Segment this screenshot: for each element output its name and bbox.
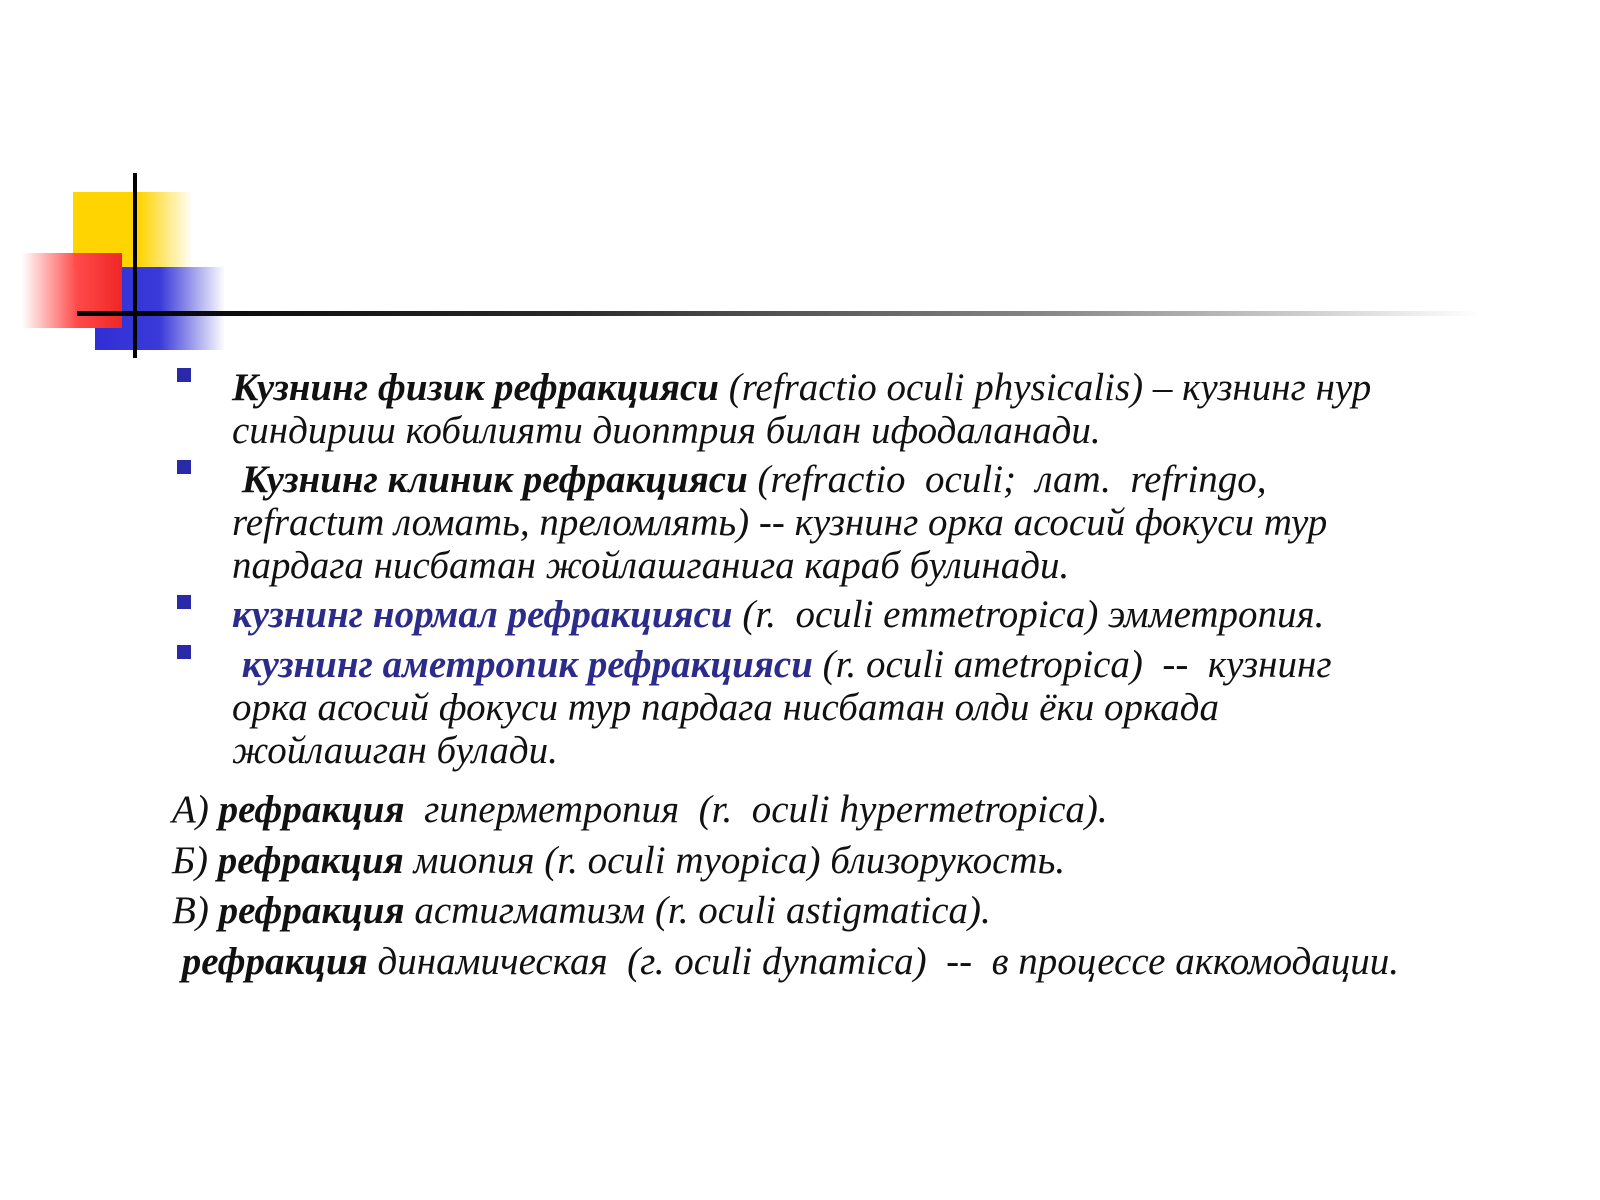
title-rule-line <box>77 311 1480 316</box>
line-term: рефракция <box>181 940 368 983</box>
line-dynamic-refraction <box>172 940 1592 983</box>
bullet-term: кузнинг аметропик рефракцияси <box>232 643 813 686</box>
line-term: рефракция <box>218 788 405 831</box>
line-prefix: А) <box>172 788 219 831</box>
line-astigmatism <box>172 889 1592 932</box>
line-prefix: В) <box>172 889 219 932</box>
bullet-text <box>232 643 1565 772</box>
line-hypermetropia <box>172 788 1592 831</box>
line-rest: гиперметропия (r. oculi hypermetropica). <box>404 788 1108 831</box>
bullet-line: refractum ломать, преломлять) -- кузнинг орка асосий фокуси тур <box>232 501 1328 544</box>
bullet-term: Кузнинг физик рефракцияси <box>232 366 719 409</box>
bullet-square-icon <box>177 368 191 382</box>
line-prefix <box>172 940 182 983</box>
line-rest: миопия (r. oculi myopica) близорукость. <box>403 839 1066 882</box>
line-prefix: Б) <box>172 839 218 882</box>
bullet-text <box>232 458 1565 587</box>
line-term: рефракция <box>218 889 405 932</box>
line-rest: динамическая (г. oculi dynamica) -- в процессе аккомодации. <box>367 940 1400 983</box>
bullet-text <box>232 366 1565 452</box>
bullet-line: орка асосий фокуси тур пардага нисбатан олди ёки оркада <box>232 686 1219 729</box>
bullet-square-icon <box>177 595 191 609</box>
bullet-rest: (refractio oculi physicalis) – кузнинг нур <box>718 366 1372 409</box>
line-myopia <box>172 839 1592 882</box>
bullet-rest: (refractio oculi; лат. refringo, <box>747 458 1267 501</box>
bullet-line: пардага нисбатан жойлашганига караб булинади. <box>232 544 1070 587</box>
bullet-rest: (r. oculi ametropica) -- кузнинг <box>812 643 1332 686</box>
bullet-term: кузнинг нормал рефракцияси <box>232 593 733 636</box>
decor-red-square <box>22 253 122 328</box>
bullet-square-icon <box>177 460 191 474</box>
bullet-rest: (r. oculi emmetropica) эмметропия. <box>732 593 1325 636</box>
decor-vertical-line <box>133 173 137 358</box>
bullet-line: жойлашган булади. <box>232 729 558 772</box>
bullet-square-icon <box>177 645 191 659</box>
bullet-text <box>232 593 1565 636</box>
line-rest: астигматизм (r. oculi astigmatica). <box>404 889 991 932</box>
bullet-line: синдириш кобилияти диоптрия билан ифодаланади. <box>232 409 1101 452</box>
bullet-term: Кузнинг клиник рефракцияси <box>232 458 748 501</box>
line-term: рефракция <box>217 839 404 882</box>
